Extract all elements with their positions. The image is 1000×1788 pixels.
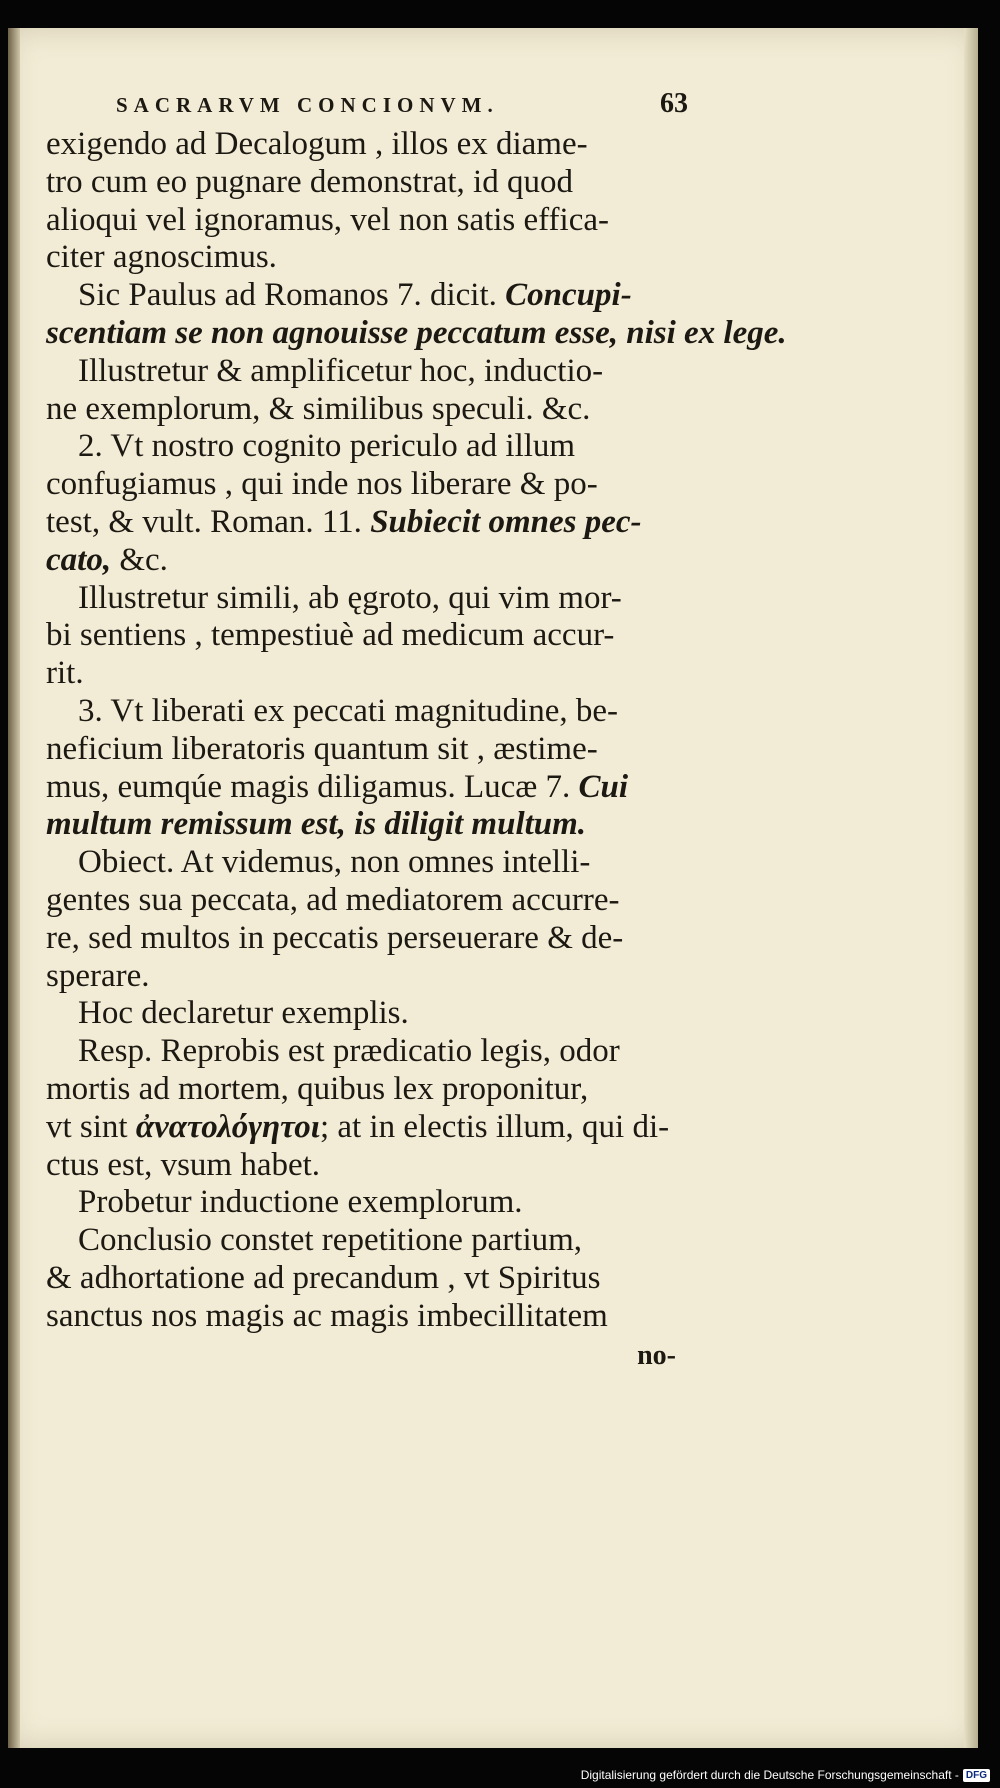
line-text: Hoc declaretur exemplis. <box>78 995 409 1032</box>
text-line <box>46 693 686 731</box>
running-head: SACRARVM CONCIONVM. <box>116 93 499 117</box>
line-text: Illustretur simili, ab ęgroto, qui vim mor- <box>78 579 622 616</box>
line-text: Obiect. At videmus, non omnes intelli- <box>78 844 591 881</box>
text-line <box>46 1260 686 1298</box>
page-edge <box>964 28 978 1748</box>
line-text: Probetur inductione exemplorum. <box>78 1184 523 1221</box>
italic-text: Cui <box>578 768 629 805</box>
text-line <box>46 655 686 693</box>
text-line <box>46 1222 686 1260</box>
book-page <box>8 28 978 1748</box>
line-text: neficium liberatoris quantum sit , æstime- <box>46 730 598 767</box>
page-header <box>116 88 686 120</box>
footer-text: Digitalisierung gefördert durch die Deutsche Forschungsgemeinschaft - <box>580 1768 959 1782</box>
line-text: ne exemplorum, & similibus speculi. &c. <box>46 390 591 427</box>
line-text: & adhortatione ad precandum , vt Spiritus <box>46 1259 601 1296</box>
line-text: 2. Vt nostro cognito periculo ad illum <box>78 428 576 465</box>
text-line <box>46 1184 686 1222</box>
text-line <box>46 844 686 882</box>
italic-text: cato, <box>46 541 120 578</box>
line-text: tro cum eo pugnare demonstrat, id quod <box>46 163 573 200</box>
text-line <box>46 164 686 202</box>
line-text: 3. Vt liberati ex peccati magnitudine, be- <box>78 692 619 729</box>
line-text: bi sentiens , tempestiuè ad medicum accur- <box>46 617 615 654</box>
digitization-footer <box>581 1768 990 1782</box>
text-line <box>46 1071 686 1109</box>
line-text: mus, eumqúe magis diligamus. Lucæ 7. <box>46 768 579 805</box>
text-line <box>46 617 686 655</box>
italic-text: ἀνατολόγητοι <box>135 1108 320 1145</box>
page-number: 63 <box>660 88 688 119</box>
italic-text: multum remissum est, is diligit multum. <box>46 806 587 843</box>
text-line <box>46 1109 686 1147</box>
binding-gutter <box>8 28 20 1748</box>
line-text: Sic Paulus ad Romanos 7. dicit. <box>78 277 506 314</box>
text-line <box>46 391 686 429</box>
catchword: no- <box>637 1339 676 1371</box>
text-line <box>46 1033 686 1071</box>
text-line <box>46 769 686 807</box>
line-text: re, sed multos in peccatis perseuerare & de- <box>46 919 624 956</box>
line-text: vt sint <box>46 1108 136 1145</box>
line-text: ; at in electis illum, qui di- <box>319 1108 670 1145</box>
text-line <box>46 731 686 769</box>
text-line <box>46 202 686 240</box>
line-text: rit. <box>46 655 84 692</box>
text-line <box>46 277 686 315</box>
text-line <box>46 920 686 958</box>
line-text: alioqui vel ignoramus, vel non satis effica- <box>46 201 609 238</box>
line-text: &c. <box>119 541 168 578</box>
line-text: citer agnoscimus. <box>46 239 277 276</box>
text-line <box>46 314 787 353</box>
line-text: ctus est, vsum habet. <box>46 1146 321 1183</box>
text-line <box>46 126 686 164</box>
italic-text: scentiam se non agnouisse peccatum esse, nisi ex lege. <box>46 314 787 351</box>
line-text: confugiamus , qui inde nos liberare & po- <box>46 466 598 503</box>
line-text: Conclusio constet repetitione partium, <box>78 1222 583 1259</box>
line-text: sperare. <box>46 957 150 994</box>
text-line <box>46 580 686 618</box>
line-text: test, & vult. Roman. 11. <box>46 503 371 540</box>
text-line <box>46 806 686 844</box>
italic-text: Subiecit omnes pec- <box>370 503 642 540</box>
line-text: Illustretur & amplificetur hoc, inductio- <box>78 352 604 389</box>
text-line <box>46 466 686 504</box>
text-line <box>46 239 686 277</box>
line-text: sanctus nos magis ac magis imbecillitatem <box>46 1297 608 1334</box>
dfg-logo: DFG <box>963 1769 990 1782</box>
page-text <box>46 88 787 1372</box>
line-text: mortis ad mortem, quibus lex proponitur, <box>46 1070 589 1107</box>
line-text: Resp. Reprobis est prædicatio legis, odor <box>78 1033 620 1070</box>
italic-text: Concupi- <box>505 277 632 314</box>
text-line <box>46 542 686 580</box>
text-line <box>46 428 686 466</box>
text-line <box>46 504 686 542</box>
text-line <box>46 958 686 996</box>
text-lines <box>46 126 787 1336</box>
text-line <box>46 1298 686 1336</box>
text-line <box>46 353 686 391</box>
line-text: exigendo ad Decalogum , illos ex diame- <box>46 126 588 162</box>
text-line <box>46 1147 686 1185</box>
text-line <box>46 995 686 1033</box>
line-text: gentes sua peccata, ad mediatorem accurre- <box>46 881 620 918</box>
text-line <box>46 882 686 920</box>
